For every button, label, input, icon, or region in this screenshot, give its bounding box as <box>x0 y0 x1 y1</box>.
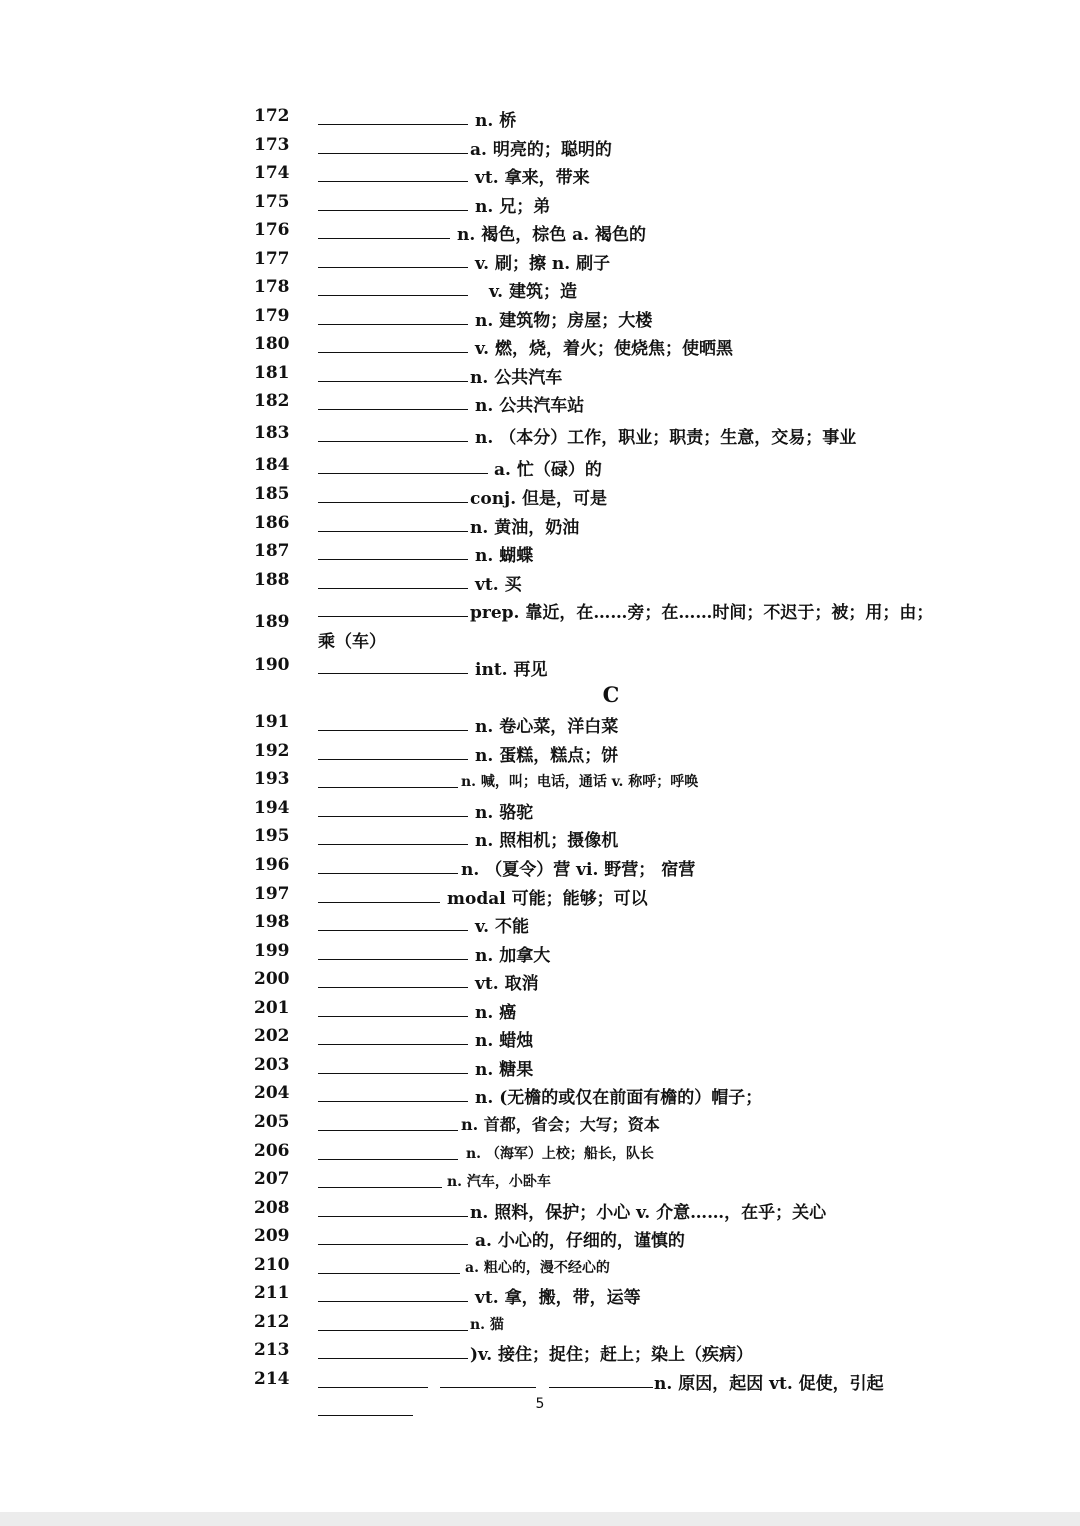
list-item <box>0 1023 1080 1052</box>
blank-line[interactable] <box>318 531 468 532</box>
blank-line[interactable] <box>318 1358 468 1359</box>
entry-definition: conj. 但是，可是 <box>470 489 608 510</box>
entry-number: 211 <box>254 1283 290 1304</box>
entry-number: 213 <box>254 1340 290 1361</box>
list-item <box>0 450 1080 481</box>
entry-definition: n. 加拿大 <box>475 945 551 966</box>
entry-number: 193 <box>254 769 290 790</box>
list-item <box>0 360 1080 389</box>
entry-definition: n. 公共汽车 <box>470 367 563 388</box>
entry-number: 187 <box>254 541 290 562</box>
entry-definition-continued: 乘（车） <box>318 632 386 653</box>
entry-number: 208 <box>254 1197 290 1218</box>
list-item <box>0 1195 1080 1224</box>
entry-definition: n. 蝴蝶 <box>475 546 534 567</box>
entry-number: 174 <box>254 163 290 184</box>
blank-line[interactable] <box>318 930 468 931</box>
list-item <box>0 1052 1080 1081</box>
entry-definition: n. 建筑物；房屋；大楼 <box>475 310 653 331</box>
blank-line[interactable] <box>318 559 468 560</box>
blank-line[interactable] <box>318 238 450 239</box>
blank-line[interactable] <box>318 959 468 960</box>
entry-definition: vt. 买 <box>475 574 522 595</box>
blank-line[interactable] <box>318 787 458 788</box>
entry-number: 194 <box>254 797 290 818</box>
entry-definition: v. 燃，烧，着火；使烧焦；使晒黑 <box>475 339 734 360</box>
list-item <box>0 995 1080 1024</box>
blank-line[interactable] <box>318 1387 428 1388</box>
list-item <box>0 217 1080 246</box>
entry-number: 205 <box>254 1111 290 1132</box>
entry-definition: n. 照料，保护；小心 v. 介意……，在乎；关心 <box>470 1202 827 1223</box>
entry-definition: n. 蛋糕，糕点；饼 <box>475 745 619 766</box>
entry-definition: v. 不能 <box>475 917 530 938</box>
entry-definition: vt. 拿来，带来 <box>475 168 590 189</box>
entry-number: 179 <box>254 305 290 326</box>
entry-definition: n. 黄油，奶油 <box>470 517 580 538</box>
blank-line[interactable] <box>318 1187 442 1188</box>
entry-number: 173 <box>254 134 290 155</box>
list-item <box>0 1080 1080 1109</box>
list-item <box>0 246 1080 275</box>
entry-number: 186 <box>254 512 290 533</box>
entry-number: 190 <box>254 655 290 676</box>
entry-number: 175 <box>254 191 290 212</box>
entry-definition: n. 褐色，棕色 a. 褐色的 <box>457 225 646 246</box>
vocabulary-list <box>0 103 1080 1423</box>
entry-definition: n. 汽车，小卧车 <box>447 1174 551 1191</box>
entry-number: 188 <box>254 569 290 590</box>
blank-line[interactable] <box>318 381 468 382</box>
entry-number: 178 <box>254 277 290 298</box>
blank-line[interactable] <box>318 816 468 817</box>
entry-number: 209 <box>254 1226 290 1247</box>
page-bottom-border <box>0 1512 1080 1526</box>
entry-definition: v. 建筑；造 <box>489 282 578 303</box>
list-item <box>0 331 1080 360</box>
list-item <box>0 1366 1080 1395</box>
entry-definition: )v. 接住；捉住；赶上；染上（疾病） <box>470 1345 754 1366</box>
blank-line[interactable] <box>318 1216 468 1217</box>
entry-number: 183 <box>254 423 290 444</box>
entry-definition: n. 猫 <box>470 1316 504 1333</box>
section-letter: C <box>602 681 620 707</box>
blank-line[interactable] <box>440 1387 536 1388</box>
entry-definition: int. 再见 <box>475 660 548 681</box>
list-item <box>0 1280 1080 1309</box>
list-item <box>0 881 1080 910</box>
entry-number: 214 <box>254 1368 290 1389</box>
list-item <box>0 1109 1080 1138</box>
list-item <box>0 938 1080 967</box>
list-item <box>0 567 1080 596</box>
blank-line[interactable] <box>318 987 468 988</box>
blank-line[interactable] <box>549 1387 653 1388</box>
entry-number: 176 <box>254 220 290 241</box>
entry-number: 196 <box>254 855 290 876</box>
blank-line[interactable] <box>318 1273 460 1274</box>
entry-definition: vt. 取消 <box>475 974 539 995</box>
list-item <box>0 1223 1080 1252</box>
entry-number: 197 <box>254 883 290 904</box>
blank-line[interactable] <box>318 902 440 903</box>
entry-definition: n. （夏令）营 vi. 野营； 宿营 <box>461 860 696 881</box>
entry-definition: n. 照相机；摄像机 <box>475 831 619 852</box>
blank-line[interactable] <box>318 181 468 182</box>
blank-line[interactable] <box>318 1101 468 1102</box>
entry-definition: n. 喊，叫；电话，通话 v. 称呼；呼唤 <box>461 774 699 791</box>
list-item <box>0 538 1080 567</box>
blank-line[interactable] <box>318 1130 458 1131</box>
list-item <box>0 709 1080 738</box>
entry-definition: n. （本分）工作，职业；职责；生意，交易；事业 <box>475 428 857 449</box>
entry-number: 206 <box>254 1140 290 1161</box>
entry-definition: n. 癌 <box>475 1002 517 1023</box>
blank-line[interactable] <box>318 730 468 731</box>
blank-line[interactable] <box>318 1244 468 1245</box>
entry-number: 184 <box>254 455 290 476</box>
entry-definition: n. 卷心菜，洋白菜 <box>475 717 619 738</box>
list-item <box>0 481 1080 510</box>
list-item <box>0 966 1080 995</box>
entry-definition: a. 粗心的，漫不经心的 <box>465 1259 610 1276</box>
entry-number: 199 <box>254 940 290 961</box>
blank-line[interactable] <box>318 352 468 353</box>
entry-definition: n. 首都，省会；大写；资本 <box>461 1114 660 1134</box>
blank-line[interactable] <box>318 124 468 125</box>
entry-number: 204 <box>254 1083 290 1104</box>
blank-line[interactable] <box>318 588 468 589</box>
page-number: 5 <box>535 1396 545 1412</box>
list-item <box>0 417 1080 450</box>
entry-number: 203 <box>254 1054 290 1075</box>
entry-definition: n. 糖果 <box>475 1059 534 1080</box>
blank-line[interactable] <box>318 153 468 154</box>
blank-line[interactable] <box>318 267 468 268</box>
list-item <box>0 103 1080 132</box>
blank-line[interactable] <box>318 1159 458 1160</box>
entry-number: 192 <box>254 740 290 761</box>
entry-definition: n. 原因，起因 vt. 促使，引起 <box>654 1373 884 1394</box>
entry-number: 182 <box>254 391 290 412</box>
list-item <box>0 852 1080 881</box>
entry-definition: n. 公共汽车站 <box>475 396 585 417</box>
entry-number: 210 <box>254 1254 290 1275</box>
entry-definition: n. 桥 <box>475 111 517 131</box>
list-item <box>0 652 1080 681</box>
blank-line[interactable] <box>318 324 468 325</box>
blank-line[interactable] <box>318 1073 468 1074</box>
entry-number: 207 <box>254 1169 290 1190</box>
blank-line[interactable] <box>318 873 458 874</box>
entry-definition: a. 明亮的；聪明的 <box>470 139 612 160</box>
blank-line[interactable] <box>318 441 468 442</box>
entry-number: 200 <box>254 969 290 990</box>
entry-number: 195 <box>254 826 290 847</box>
blank-line[interactable] <box>318 844 468 845</box>
blank-line[interactable] <box>318 502 468 503</box>
list-item <box>0 303 1080 332</box>
list-item <box>0 823 1080 852</box>
list-item <box>0 274 1080 303</box>
section-heading <box>0 681 1080 710</box>
entry-number: 189 <box>254 612 290 633</box>
entry-number: 191 <box>254 712 290 733</box>
list-item <box>0 160 1080 189</box>
blank-line[interactable] <box>318 1330 468 1331</box>
list-item <box>0 388 1080 417</box>
entry-number: 185 <box>254 484 290 505</box>
entry-number: 177 <box>254 248 290 269</box>
list-item <box>0 1138 1080 1167</box>
entry-definition: prep. 靠近，在……旁；在……时间；不迟于；被；用；由； <box>470 603 934 624</box>
list-item <box>0 189 1080 218</box>
list-item <box>0 1309 1080 1338</box>
entry-definition: n. 兄；弟 <box>475 196 551 217</box>
list-item <box>0 1252 1080 1281</box>
list-item <box>0 595 1080 652</box>
blank-line[interactable] <box>318 673 468 674</box>
entry-number: 198 <box>254 912 290 933</box>
entry-number: 212 <box>254 1311 290 1332</box>
blank-line[interactable] <box>318 1415 413 1416</box>
blank-line[interactable] <box>318 473 488 474</box>
list-item <box>0 1166 1080 1195</box>
entry-definition: a. 忙（碌）的 <box>494 460 602 481</box>
list-item <box>0 766 1080 795</box>
list-item <box>0 132 1080 161</box>
entry-number: 181 <box>254 362 290 383</box>
entry-number: 202 <box>254 1026 290 1047</box>
list-item <box>0 510 1080 539</box>
blank-line[interactable] <box>318 616 468 617</box>
list-item <box>0 909 1080 938</box>
entry-definition: a. 小心的，仔细的，谨慎的 <box>475 1231 685 1252</box>
entry-definition: n. (无檐的或仅在前面有檐的）帽子； <box>475 1088 763 1109</box>
entry-definition: vt. 拿，搬，带，运等 <box>475 1288 641 1309</box>
blank-line[interactable] <box>318 1016 468 1017</box>
list-item <box>0 795 1080 824</box>
entry-number: 172 <box>254 106 290 126</box>
blank-line[interactable] <box>318 759 468 760</box>
entry-number: 180 <box>254 334 290 355</box>
blank-line[interactable] <box>318 409 468 410</box>
entry-definition: n. 蜡烛 <box>475 1031 534 1052</box>
blank-line[interactable] <box>318 1044 468 1045</box>
entry-definition: modal 可能；能够；可以 <box>447 888 648 909</box>
entry-number: 201 <box>254 997 290 1018</box>
entry-definition: n. （海军）上校；船长，队长 <box>466 1145 654 1162</box>
blank-line[interactable] <box>318 210 468 211</box>
list-item <box>0 738 1080 767</box>
blank-line[interactable] <box>318 295 468 296</box>
entry-definition: v. 刷；擦 n. 刷子 <box>475 253 611 274</box>
blank-line[interactable] <box>318 1301 468 1302</box>
entry-definition: n. 骆驼 <box>475 802 534 823</box>
list-item <box>0 1337 1080 1366</box>
